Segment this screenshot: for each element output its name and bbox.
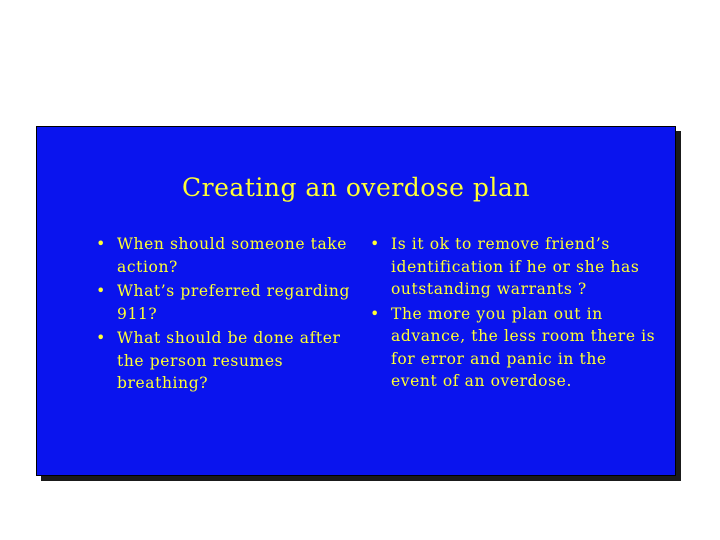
bullet-item (93, 233, 361, 278)
bullet-icon: • (96, 329, 106, 347)
bullet-icon: • (96, 282, 106, 300)
bullet-text: The more you plan out in advance, the less room there is for error and panic in the event of an overdose. (391, 304, 656, 390)
left-bullet-list (93, 233, 361, 397)
slide-title: Creating an overdose plan (182, 173, 530, 202)
bullet-item (93, 327, 361, 395)
bullet-text: What’s preferred regarding 911? (117, 282, 350, 323)
bullet-item (367, 303, 657, 393)
bullet-item (93, 280, 361, 325)
bullet-icon: • (96, 235, 106, 253)
bullet-text: Is it ok to remove friend’s identification if he or she has outstanding warrants ? (391, 235, 640, 298)
bullet-icon: • (370, 304, 380, 323)
bullet-text: What should be done after the person resumes breathing? (117, 329, 341, 392)
bullet-item (367, 233, 657, 301)
bullet-icon: • (370, 235, 380, 253)
bullet-text: When should someone take action? (117, 235, 348, 276)
right-bullet-list (367, 233, 657, 395)
slide (36, 126, 676, 476)
